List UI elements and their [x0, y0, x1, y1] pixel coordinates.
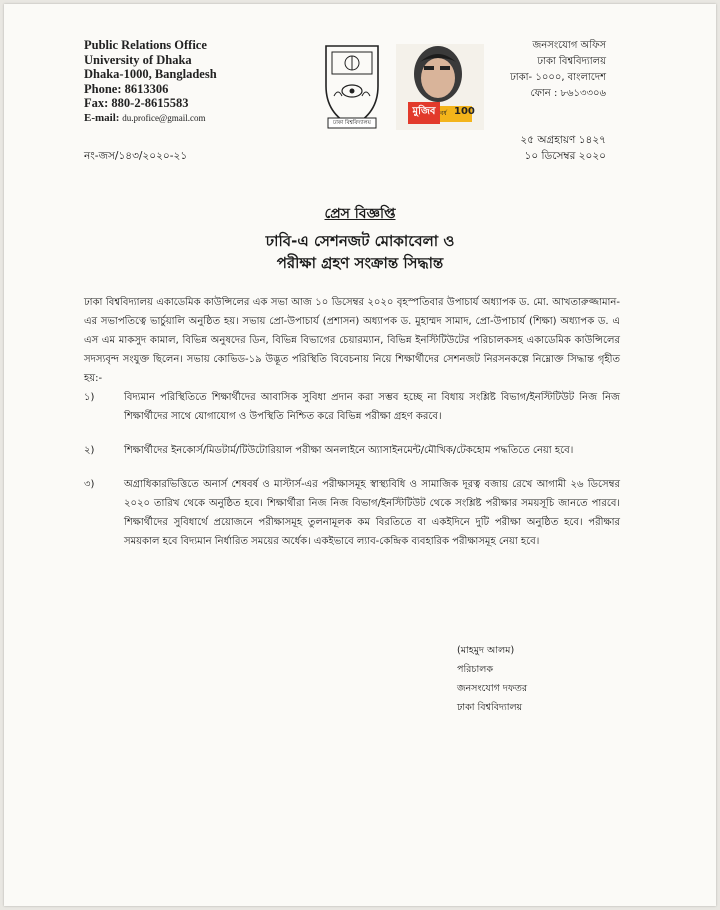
header-emblems [320, 36, 500, 136]
university-name-bangla: ঢাকা বিশ্ববিদ্যালয় [537, 56, 606, 67]
decision-list [84, 388, 620, 566]
signatory-office: জনসংযোগ দফতর [457, 683, 528, 694]
logo-ribbon-text: ঢাকা বিশ্ববিদ্যালয় [333, 120, 371, 126]
university-name: University of Dhaka [84, 52, 192, 67]
list-item-number: ১) [84, 392, 95, 403]
fax-line: Fax: 880-2-8615583 [84, 96, 189, 111]
email-line [84, 111, 294, 126]
office-name: Public Relations Office [84, 38, 207, 52]
list-item-number: ৩) [84, 479, 95, 490]
phone-line-bangla: ফোন : ৮৬১৩৩০৬ [530, 88, 606, 99]
date-block [520, 132, 606, 164]
list-item [84, 475, 620, 551]
date-bangla-calendar: ২৫ অগ্রহায়ণ ১৪২৭ [520, 134, 606, 146]
email-value: du.profice@gmail.com [122, 112, 206, 123]
email-label: E-mail: [84, 111, 120, 124]
list-item [84, 441, 620, 460]
mujib-logo-subtext: বর্ষ [440, 110, 447, 117]
list-item-number: ২) [84, 445, 95, 456]
reference-number: নং-জস/১৪৩/২০২০-২১ [84, 150, 188, 162]
mujib-logo-number: 100 [454, 106, 475, 117]
signatory-name: (মাহমুদ আলম) [457, 645, 515, 656]
list-item [84, 388, 620, 426]
mujib-logo-text: মুজিব [412, 106, 436, 117]
phone-line: Phone: 8613306 [84, 81, 169, 96]
document-title: প্রেস বিজ্ঞপ্তি [324, 206, 396, 222]
headline-line-1: ঢাবি-এ সেশনজট মোকাবেলা ও [265, 232, 455, 250]
headline-line-2: পরীক্ষা গ্রহণ সংক্রান্ত সিদ্ধান্ত [276, 254, 444, 272]
signatory-institution: ঢাকা বিশ্ববিদ্যালয় [457, 702, 523, 713]
headline [4, 230, 716, 274]
city-line: Dhaka-1000, Bangladesh [84, 67, 217, 82]
list-item-text: বিদ্যমান পরিস্থিতিতে শিক্ষার্থীদের আবাসিক সুবিধা প্রদান করা সম্ভব হচ্ছে না বিধায় সংশ্লিষ্ট বিভাগ/ইনস্টিটিউট নিজ নিজ শিক্ষার্থীদের সাথে যোগাযোগ ও উপস্থিতি নিশ্চিত করে বিভিন্ন পরীক্ষা গ্রহণ করবে। [124, 392, 620, 422]
list-item-text: শিক্ষার্থীদের ইনকোর্স/মিডটার্ম/টিউটোরিয়াল পরীক্ষা অনলাইনে অ্যাসাইনমেন্ট/মৌখিক/টেকহোম পদ্ধতিতে নেয়া হবে। [124, 445, 574, 456]
office-name-bangla: জনসংযোগ অফিস [532, 40, 606, 51]
intro-paragraph: ঢাকা বিশ্ববিদ্যালয় একাডেমিক কাউন্সিলের এক সভা আজ ১০ ডিসেম্বর ২০২০ বৃহস্পতিবার উপাচার্য অধ্যাপক ড. মো. আখতারুজ্জামান-এর সভাপতিত্বে ভার্চুয়ালি অনুষ্ঠিত হয়। সভায় প্রো-উপাচার্য (প্রশাসন) অধ্যাপক ড. মুহাম্মদ সামাদ, প্রো-উপাচার্য (শিক্ষা) অধ্যাপক ড. এ এস এম মাকসুদ কামাল, বিভিন্ন অনুষদের ডিন, বিভিন্ন বিভাগের চেয়ারম্যান, বিভিন্ন ইনস্টিটিউটের পরিচালকসহ একাডেমিক কাউন্সিলের সদস্যবৃন্দ সংযুক্ত ছিলেন। সভায় কোভিড-১৯ উদ্ভূত পরিস্থিতি বিবেচনায় নিয়ে শিক্ষার্থীদের সেশনজট নিরসনকল্পে নিম্নোক্ত সিদ্ধান্ত গৃহীত হয়:- [84, 297, 620, 384]
office-address-english [84, 38, 294, 126]
city-line-bangla: ঢাকা- ১০০০, বাংলাদেশ [510, 72, 606, 83]
office-address-bangla [510, 38, 606, 102]
date-english-calendar: ১০ ডিসেম্বর ২০২০ [524, 150, 606, 162]
signatory-title: পরিচালক [457, 664, 493, 675]
signature-block [457, 641, 527, 717]
press-release-document [4, 4, 716, 906]
list-item-text: অগ্রাধিকারভিত্তিতে অনার্স শেষবর্ষ ও মাস্টার্স-এর পরীক্ষাসমূহ স্বাস্থ্যবিধি ও সামাজিক দূরত্ব বজায় রেখে আগামী ২৬ ডিসেম্বর ২০২০ তারিখ থেকে অনুষ্ঠিত হবে। শিক্ষার্থীরা নিজ নিজ বিভাগ/ইনস্টিটিউট থেকে সংশ্লিষ্ট পরীক্ষার সময়সূচি জানতে পারবে। শিক্ষার্থীদের সুবিধার্থে প্রয়োজনে পরীক্ষাসমূহ তুলনামূলক কম বিরতিতে বা একইদিনে দুটি পরীক্ষা অনুষ্ঠিত হবে। পরীক্ষার সময়কাল হবে বিদ্যমান নির্ধারিত সময়ের অর্ধেক। একইভাবে ল্যাব-কেন্দ্রিক ব্যবহারিক পরীক্ষাসমূহ নেয়া হবে। [124, 479, 620, 547]
